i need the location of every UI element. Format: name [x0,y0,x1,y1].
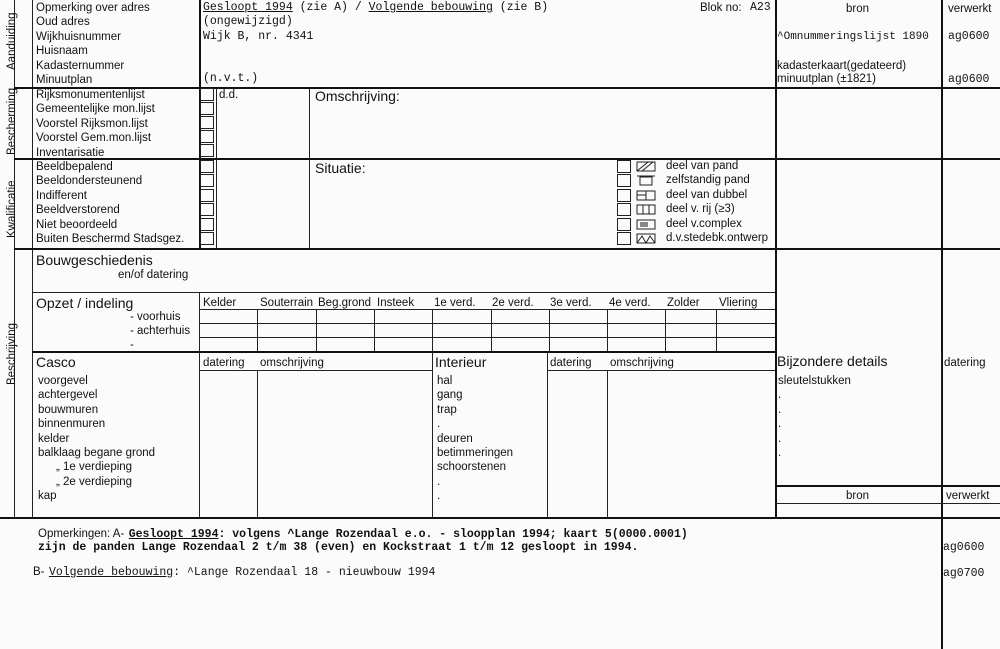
option-deel-van-pand: deel van pand [666,160,739,172]
section-bescherming: Bescherming [6,87,18,155]
label-inventarisatie: Inventarisatie [36,146,105,159]
checkbox[interactable] [200,160,214,173]
bouwgeschiedenis-heading: Bouwgeschiedenis [36,252,153,268]
situatie-heading: Situatie: [315,160,366,176]
bron-kadasterkaart: kadasterkaart(gedateerd) [777,60,907,72]
bron-omnummeringslijst: ^Omnummeringslijst 1890 [777,31,929,43]
label-beeldbepalend: Beeldbepalend [36,161,113,173]
kwalificatie-labels [36,160,184,246]
casco-items [38,374,155,504]
floor-zolder: Zolder [667,297,700,309]
option-stedebk-ontwerp: d.v.stedebk.ontwerp [666,231,769,244]
bijzondere-sleutelstukken: sleutelstukken [778,375,851,387]
volgende-bebouwing-link: Volgende bebouwing [368,1,493,14]
checkbox[interactable] [200,189,214,202]
casco-binnenmuren: binnenmuren [38,418,106,431]
opmerking-a-line2: zijn de panden Lange Rozendaal 2 t/m 38 (even) en Kockstraat 1 t/m 12 gesloopt in 1994. [38,541,639,554]
interieur-schoorstenen: schoorstenen [437,461,507,474]
verwerkt-1: ag0600 [948,30,990,43]
checkbox[interactable] [200,88,214,101]
label-wijkhuisnummer: Wijkhuisnummer [36,30,121,43]
label-voorstel-gemmon: Voorstel Gem.mon.lijst [36,132,152,145]
bijzondere-datering: datering [944,357,986,369]
interieur-deuren: deuren [437,432,473,445]
casco-kelder: kelder [38,432,70,445]
checkbox[interactable] [617,160,631,173]
opmerking-adres-value: Gesloopt 1994 (zie A) / Volgende bebouwing (zie B) [203,1,549,14]
omschrijving-heading: Omschrijving: [315,88,400,104]
bron-subheader: bron [846,490,870,502]
casco-achtergevel: achtergevel [38,389,98,402]
casco-heading: Casco [36,354,76,370]
opmerkingen-line-a [38,524,688,542]
casco-1e-verdieping: „ 1e verdieping [56,461,133,474]
checkbox[interactable] [617,203,631,216]
bijzondere-dot: . [778,418,782,431]
casco-omschrijving: omschrijving [260,357,324,369]
interieur-gang: gang [437,389,463,402]
verwerkt-header: verwerkt [948,3,992,15]
label-huisnaam: Huisnaam [36,45,88,58]
verwerkt-b: ag0700 [943,567,985,580]
interieur-dot: . [437,475,441,488]
floor-souterrain: Souterrain [260,297,314,309]
label-buiten-beschermd: Buiten Beschermd Stadsgez. [36,232,185,245]
checkbox[interactable] [617,232,631,245]
interieur-dot: . [437,490,441,503]
checkbox[interactable] [200,130,214,143]
bijzondere-dot: . [778,403,782,416]
verwerkt-subheader: verwerkt [946,490,990,502]
bijzondere-dot: . [778,432,782,445]
interieur-dot: . [437,418,441,431]
bron-minuutplan: minuutplan (±1821) [777,73,877,85]
label-beeldondersteunend: Beeldondersteunend [36,175,143,188]
wijkhuisnummer-value: Wijk B, nr. 4341 [203,30,314,43]
option-zelfstandig-pand: zelfstandig pand [666,174,750,187]
label-beeldverstorend: Beeldverstorend [36,204,120,217]
casco-balklaag: balklaag begane grond [38,446,156,459]
zelfstandig-pand-icon [636,175,656,186]
floor-kelder: Kelder [203,297,237,309]
casco-bouwmuren: bouwmuren [38,403,99,416]
label-kadasternummer: Kadasternummer [36,59,125,72]
bijzondere-dot: . [778,389,782,402]
blok-label: Blok no: [700,2,742,14]
floor-vliering: Vliering [719,297,758,309]
casco-kap: kap [38,490,57,503]
option-deel-van-dubbel: deel van dubbel [666,188,748,201]
floor-insteek: Insteek [377,297,415,309]
deel-van-pand-icon [636,161,656,172]
section-aanduiding: Aanduiding [6,12,18,70]
deel-van-complex-icon [636,219,656,230]
verwerkt-2: ag0600 [948,73,990,86]
deel-van-dubbel-icon [636,190,656,201]
bescherming-labels [36,88,155,160]
interieur-heading: Interieur [435,354,487,370]
interieur-hal: hal [437,375,453,387]
row-voorhuis: - voorhuis [130,311,181,323]
situatie-options [666,159,768,245]
interieur-trap: trap [437,403,457,416]
oud-adres-value: (ongewijzigd) [203,15,293,28]
bijzondere-heading: Bijzondere details [777,353,888,369]
checkbox[interactable] [200,144,214,157]
opmerking-b-label: B- [33,566,45,578]
opzet-heading: Opzet / indeling [36,295,134,311]
interieur-betimmeringen: betimmeringen [437,446,514,459]
casco-voorgevel: voorgevel [38,375,88,387]
floor-1e-verd: 1e verd. [434,297,476,309]
label-niet-beoordeeld: Niet beoordeeld [36,218,118,231]
label-oud-adres: Oud adres [36,16,90,29]
section-beschrijving: Beschrijving [6,323,18,385]
opmerkingen-label: Opmerkingen: A- [38,528,125,540]
opmerking-a-title: Gesloopt 1994 [128,528,219,541]
interieur-items [437,374,513,504]
opmerking-b-text: : ^Lange Rozendaal 18 - nieuwbouw 1994 [173,566,436,579]
verwerkt-a: ag0600 [943,541,985,554]
floor-3e-verd: 3e verd. [550,297,592,309]
stedebouwkundig-ontwerp-icon [636,233,656,244]
aanduiding-labels [36,1,150,87]
floor-2e-verd: 2e verd. [492,297,534,309]
checkbox[interactable] [200,116,214,129]
row-empty: - [130,339,134,351]
casco-2e-verdieping: „ 2e verdieping [56,475,133,488]
dd-label: d.d. [219,89,239,101]
opmerkingen-line-b [33,562,435,580]
floor-beg-grond: Beg.grond [318,297,372,309]
label-minuutplan: Minuutplan [36,73,93,86]
row-achterhuis: - achterhuis [130,325,191,337]
option-deel-v-rij: deel v. rij (≥3) [666,203,735,216]
checkbox[interactable] [200,102,214,115]
gesloopt-link: Gesloopt 1994 [203,1,293,14]
opmerking-b-title: Volgende bebouwing [48,566,174,579]
label-indifferent: Indifferent [36,189,87,202]
label-rijksmonumentenlijst: Rijksmonumentenlijst [36,89,145,101]
minuutplan-value: (n.v.t.) [203,72,259,85]
floor-4e-verd: 4e verd. [609,297,651,309]
option-deel-v-complex: deel v.complex [666,217,742,230]
bron-header: bron [846,3,870,15]
deel-van-rij-icon [636,204,656,215]
checkbox[interactable] [200,203,214,216]
checkbox[interactable] [617,218,631,231]
label-gemeentelijke-mon-lijst: Gemeentelijke mon.lijst [36,103,155,116]
checkbox[interactable] [200,232,214,245]
label-opmerking-over-adres: Opmerking over adres [36,2,150,14]
casco-datering: datering [203,357,245,369]
bijzondere-dot: . [778,446,782,459]
opmerking-a-text: : volgens ^Lange Rozendaal e.o. - sloopplan 1994; kaart 5(0000.0001) [218,528,688,541]
blok-value: A23 [750,1,771,14]
interieur-datering: datering [550,357,592,369]
checkbox[interactable] [617,189,631,202]
checkbox[interactable] [617,174,631,187]
datering-sub: en/of datering [118,269,189,281]
interieur-omschrijving: omschrijving [610,357,674,369]
checkbox[interactable] [200,174,214,187]
label-voorstel-rijksmon: Voorstel Rijksmon.lijst [36,117,148,130]
bijzondere-items [778,374,851,460]
section-kwalificatie: Kwalificatie [6,180,18,238]
checkbox[interactable] [200,218,214,231]
